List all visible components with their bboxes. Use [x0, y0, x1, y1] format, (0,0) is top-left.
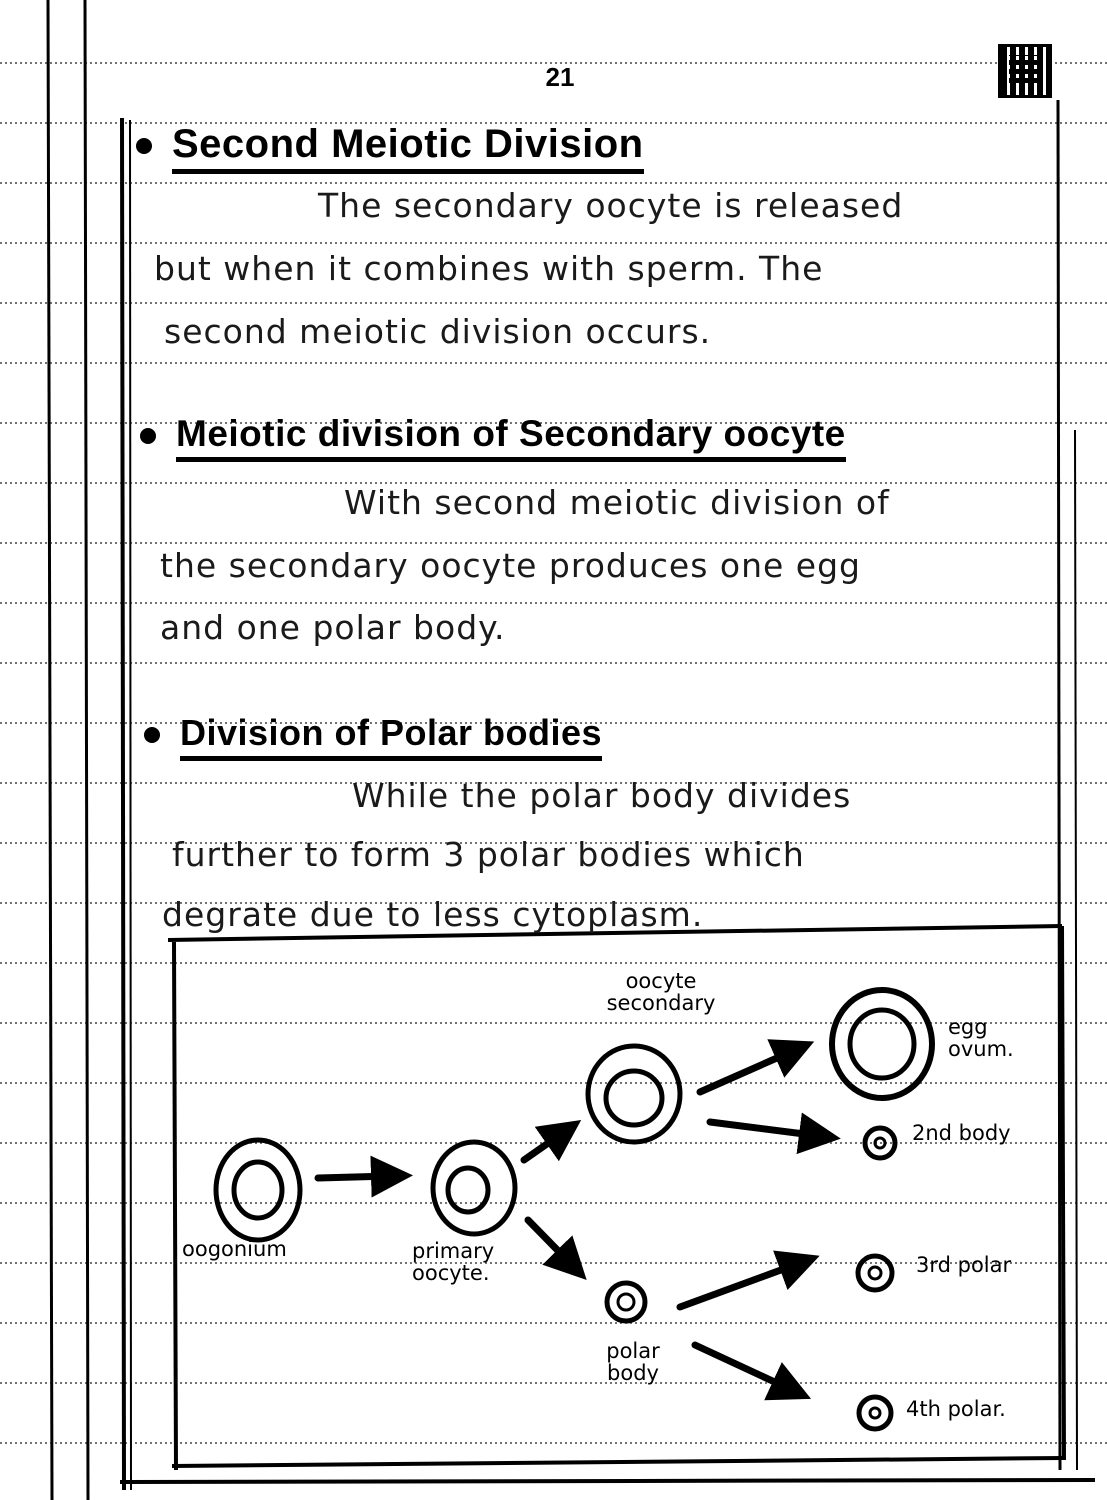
- section-1-line-2: but when it combines with sperm. The: [154, 249, 824, 288]
- section-heading-second-meiotic-division: Second Meiotic Division: [136, 122, 644, 174]
- qr-code-icon: [998, 44, 1052, 98]
- arrow-secondary-to-egg: [700, 1050, 795, 1092]
- arrow-oogonium-to-primary: [318, 1176, 392, 1178]
- diagram-cells: [216, 990, 932, 1429]
- label-second-body: 2nd body: [912, 1121, 1011, 1145]
- section-3-line-1: While the polar body divides: [352, 776, 852, 815]
- label-fourth-polar: 4th polar.: [906, 1397, 1006, 1421]
- section-heading-meiotic-division-secondary-oocyte: Meiotic division of Secondary oocyte: [140, 413, 846, 462]
- label-oogonium: oogonium: [182, 1237, 287, 1261]
- bullet-icon: [136, 138, 152, 154]
- diagram-arrows: [318, 1050, 820, 1390]
- primary-oocyte-cell: [433, 1142, 515, 1234]
- arrow-primary-to-secondary: [524, 1132, 564, 1160]
- section-heading-division-of-polar-bodies: Division of Polar bodies: [144, 712, 602, 761]
- arrow-polar-to-third: [680, 1263, 800, 1307]
- label-primary-oocyte: primary oocyte.: [412, 1239, 495, 1286]
- frame-right: [1058, 100, 1060, 1470]
- margin-line-inner: [85, 0, 88, 1500]
- frame-bottom: [120, 1480, 1095, 1482]
- label-polar-body: polar body: [606, 1339, 660, 1386]
- fourth-polar-body-cell: [859, 1397, 891, 1429]
- section-3-line-2: further to form 3 polar bodies which: [172, 835, 805, 874]
- label-secondary-oocyte: oocyte secondary: [606, 969, 716, 1016]
- third-polar-body-cell: [858, 1256, 892, 1290]
- frame-right-inner: [1075, 430, 1077, 1470]
- section-2-line-3: and one polar body.: [160, 608, 506, 647]
- section-1-line-1: The secondary oocyte is released: [318, 186, 904, 225]
- margin-line-outer: [48, 0, 52, 1500]
- oogonium-cell: [216, 1140, 300, 1240]
- label-third-polar: 3rd polar: [916, 1253, 1012, 1277]
- bullet-icon: [140, 428, 156, 444]
- arrow-polar-to-fourth: [695, 1345, 792, 1390]
- secondary-oocyte-cell: [588, 1046, 680, 1142]
- label-egg-ovum: egg ovum.: [948, 1015, 1014, 1062]
- polar-body-cell: [607, 1283, 645, 1321]
- section-1-line-3: second meiotic division occurs.: [164, 312, 712, 351]
- bullet-icon: [144, 727, 160, 743]
- page-number: 21: [545, 62, 575, 92]
- section-2-line-2: the secondary oocyte produces one egg: [160, 546, 861, 585]
- arrow-secondary-to-second-body: [710, 1122, 820, 1136]
- section-2-line-1: With second meiotic division of: [344, 483, 890, 522]
- section-3-line-3: degrate due to less cytoplasm.: [162, 895, 704, 934]
- frame-left-inner: [130, 120, 131, 1490]
- egg-cell: [832, 990, 932, 1098]
- frame-left-outer: [122, 118, 124, 1490]
